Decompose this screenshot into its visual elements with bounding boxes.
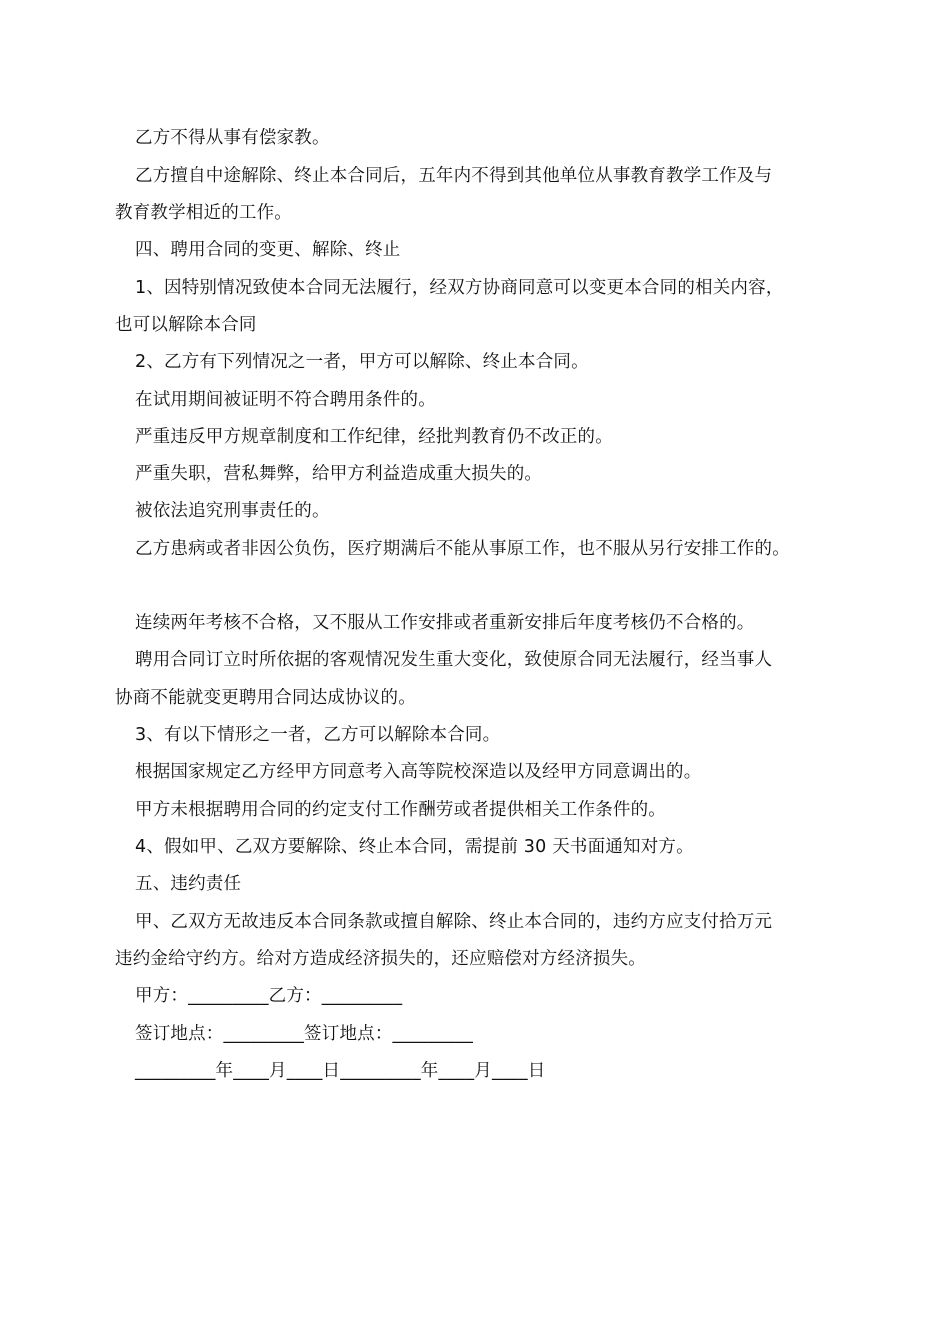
text-line-19: 4、假如甲、乙双方要解除、终止本合同，需提前 30 天书面通知对方。 [135, 837, 694, 857]
text-line-5: 1、因特别情况致使本合同无法履行，经双方协商同意可以变更本合同的相关内容， [135, 278, 784, 298]
text-line-9: 严重违反甲方规章制度和工作纪律，经批判教育仍不改正的。 [135, 427, 613, 447]
text-line-21: 甲、乙双方无故违反本合同条款或擅自解除、终止本合同的，违约方应支付拾万元 [135, 912, 773, 932]
text-line-3: 教育教学相近的工作。 [115, 203, 292, 223]
text-line-6: 也可以解除本合同 [115, 315, 257, 335]
signature-place-line: 签订地点：_________签订地点：_________ [135, 1024, 474, 1044]
text-line-12: 乙方患病或者非因公负伤，医疗期满后不能从事原工作，也不服从另行安排工作的。 [135, 539, 790, 559]
text-line-22: 违约金给守约方。给对方造成经济损失的，还应赔偿对方经济损失。 [115, 949, 646, 969]
text-line-16: 3、有以下情形之一者，乙方可以解除本合同。 [135, 725, 501, 745]
text-line-15: 协商不能就变更聘用合同达成协议的。 [115, 688, 416, 708]
text-line-8: 在试用期间被证明不符合聘用条件的。 [135, 390, 436, 410]
signature-party-line: 甲方：_________乙方：_________ [135, 986, 403, 1006]
text-line-18: 甲方未根据聘用合同的约定支付工作酬劳或者提供相关工作条件的。 [135, 800, 666, 820]
signature-date-line: _________年____月____日_________年____月____日 [135, 1061, 546, 1081]
section-heading-4: 四、聘用合同的变更、解除、终止 [135, 240, 401, 260]
text-line-7: 2、乙方有下列情况之一者，甲方可以解除、终止本合同。 [135, 352, 589, 372]
text-line-14: 聘用合同订立时所依据的客观情况发生重大变化，致使原合同无法履行，经当事人 [135, 650, 773, 670]
text-line-13: 连续两年考核不合格，又不服从工作安排或者重新安排后年度考核仍不合格的。 [135, 613, 755, 633]
text-line-17: 根据国家规定乙方经甲方同意考入高等院校深造以及经甲方同意调出的。 [135, 762, 702, 782]
text-line-1: 乙方不得从事有偿家教。 [135, 128, 330, 148]
text-line-11: 被依法追究刑事责任的。 [135, 501, 330, 521]
text-line-2: 乙方擅自中途解除、终止本合同后，五年内不得到其他单位从事教育教学工作及与 [135, 166, 773, 186]
text-line-10: 严重失职，营私舞弊，给甲方利益造成重大损失的。 [135, 464, 543, 484]
section-heading-5: 五、违约责任 [135, 874, 242, 894]
